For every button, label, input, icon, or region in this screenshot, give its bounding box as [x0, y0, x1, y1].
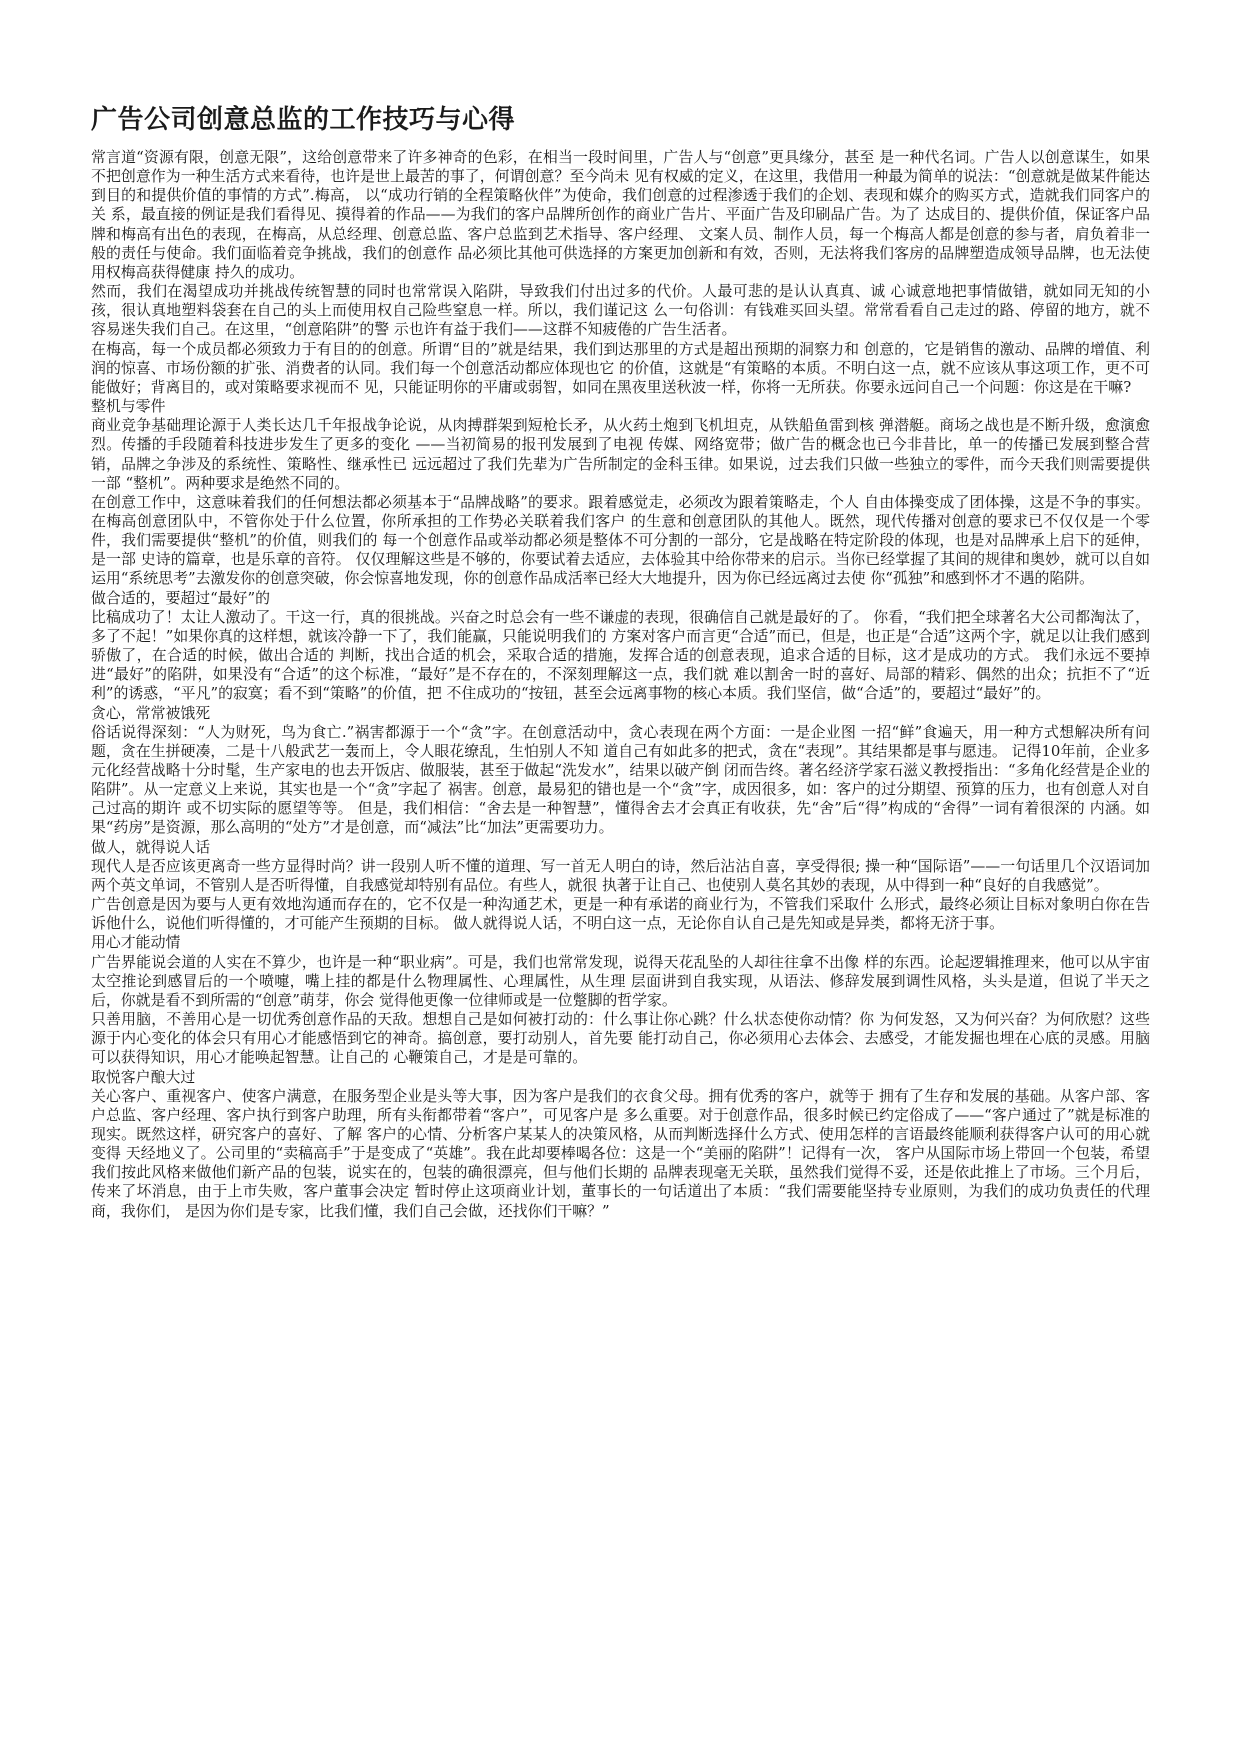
section-heading: 做人，就得说人话 — [91, 837, 211, 856]
body-paragraph: 在梅高，每一个成员都必须致力于有目的的创意。所谓“目的”就是结果，我们到达那里的方式是超出预期的洞察力和 创意的，它是销售的激动、品牌的增值、利润的惊喜、市场份额的扩张、消费者的认同。我们每一个创意活动都应体现也它 的价值，这就是“有策略的本质。不明白这一点，就不应该从事这项工作，更不可能做好；背离目的，或对策略要求视而不 见，只能证明你的平庸或弱智，如同在黑夜里送秋波一样，你将一无所获。你要永远问自己一个问题：你这是在干嘛? — [91, 339, 1150, 396]
body-paragraph: 只善用脑，不善用心是一切优秀创意作品的天敌。想想自己是如何被打动的：什么事让你心跳？什么状态使你动情？你 为何发怒，又为何兴奋？为何欣慰？这些源于内心变化的体会只有用心才能感悟到它的神奇。搞创意，要打动别人，首先要 能打动自己，你必须用心去体会、去感受，才能发掘也埋在心底的灵感。用脑可以获得知识，用心才能唤起智慧。让自己的 心鞭策自己，才是是可靠的。 — [91, 1010, 1150, 1067]
section-heading: 取悦客户酿大过 — [91, 1067, 196, 1086]
body-paragraph: 然而，我们在渴望成功并挑战传统智慧的同时也常常误入陷阱，导致我们付出过多的代价。人最可悲的是认认真真、诚 心诚意地把事情做错，就如同无知的小孩，很认真地塑料袋套在自己的头上而使用权自己险些窒息一样。所以，我们谨记这 么一句俗训：有钱难买回头望。常常看看自己走过的路、停留的地方，就不容易迷失我们自己。在这里，“创意陷阱”的警 示也许有益于我们——这群不知疲倦的广告生活者。 — [91, 282, 1150, 339]
body-paragraph: 现代人是否应该更离奇一些方显得时尚？讲一段别人听不懂的道理、写一首无人明白的诗，然后沾沾自喜，享受得很; 操一种“国际语”——一句话里几个汉语词加两个英文单词，不管别人是否听得懂，自我感觉却特别有品位。有些人，就很 执著于让自己、也使别人莫名其妙的表现，从中得到一种“良好的自我感觉”。 — [91, 856, 1150, 894]
document-title: 广告公司创意总监的工作技巧与心得 — [91, 105, 516, 135]
body-paragraph: 比稿成功了！太让人激动了。干这一行，真的很挑战。兴奋之时总会有一些不谦虚的表现，很确信自己就是最好的了。 你看，“我们把全球著名大公司都淘汰了，多了不起！”如果你真的这样想，就该冷静一下了，我们能赢，只能说明我们的 方案对客户而言更“合适”而已，但是，也正是“合适”这两个字，就足以让我们感到骄傲了，在合适的时候，做出合适的 判断，找出合适的机会，采取合适的措施，发挥合适的创意表现，追求合适的目标，这才是成功的方式。 我们永远不要掉进“最好”的陷阱，如果没有“合适”的这个标准，“最好”是不存在的，不深刻理解这一点，我们就 难以割舍一时的喜好、局部的精彩、偶然的出众；抗拒不了“近利”的诱惑，“平凡”的寂寞；看不到“策略”的价值，把 不住成功的“按钮，甚至会远离事物的核心本质。我们坚信，做“合适”的，要超过“最好”的。 — [91, 607, 1150, 703]
section-heading: 贪心，常常被饿死 — [91, 703, 211, 722]
body-paragraph: 在创意工作中，这意味着我们的任何想法都必须基本于“品牌战略”的要求。跟着感觉走，必须改为跟着策略走，个人 自由体操变成了团体操，这是不争的事实。在梅高创意团队中，不管你处于什么位置，你所承担的工作势必关联着我们客户 的生意和创意团队的其他人。既然，现代传播对创意的要求已不仅仅是一个零件，我们需要提供“整机”的价值，则我们的 每一个创意作品或举动都必须是整体不可分割的一部分，它是战略在特定阶段的体现，也是对品牌承上启下的延伸，是一部 史诗的篇章，也是乐章的音符。 仅仅理解这些是不够的，你要试着去适应，去体验其中给你带来的启示。当你已经掌握了其间的规律和奥妙，就可以自如运用“系统思考”去激发你的创意突破，你会惊喜地发现，你的创意作品成活率已经大大地提升，因为你已经远离过去使 你“孤独”和感到怀才不遇的陷阱。 — [91, 492, 1150, 588]
section-heading: 整机与零件 — [91, 397, 166, 416]
body-paragraph: 广告创意是因为要与人更有效地沟通而存在的，它不仅是一种沟通艺术，更是一种有承诺的商业行为，不管我们采取什 么形式，最终必须让目标对象明白你在告诉他什么，说他们听得懂的，才可能产生预期的目标。 做人就得说人话，不明白这一点，无论你自认自己是先知或是异类，都将无济于事。 — [91, 895, 1150, 933]
body-paragraph: 广告界能说会道的人实在不算少，也许是一种“职业病”。可是，我们也常常发现，说得天花乱坠的人却往往拿不出像 样的东西。论起逻辑推理来，他可以从宇宙太空推论到感冒后的一个喷嚏，嘴上挂的都是什么物理属性、心理属性，从生理 层面讲到自我实现，从语法、修辞发展到调性风格，头头是道，但说了半天之后，你就是看不到所需的“创意”萌芽，你会 觉得他更像一位律师或是一位蹩脚的哲学家。 — [91, 952, 1150, 1009]
section-heading: 做合适的，要超过“最好”的 — [91, 588, 271, 607]
body-paragraph: 关心客户、重视客户、使客户满意，在服务型企业是头等大事，因为客户是我们的衣食父母。拥有优秀的客户，就等于 拥有了生存和发展的基础。从客户部、客户总监、客户经理、客户执行到客户助理，所有头衔都带着“客户”，可见客户是 多么重要。对于创意作品，很多时候已约定俗成了——“客户通过了”就是标准的现实。既然这样，研究客户的喜好、了解 客户的心情、分析客户某某人的决策风格，从而判断选择什么方式、使用怎样的言语最终能顺利获得客户认可的用心就变得 天经地义了。公司里的“卖稿高手”于是变成了“英雄”。我在此却要棒喝各位：这是一个“美丽的陷阱”！记得有一次， 客户从国际市场上带回一个包装，希望我们按此风格来做他们新产品的包装，说实在的，包装的确很漂亮，但与他们长期的 品牌表现毫无关联，虽然我们觉得不妥，还是依此推上了市场。三个月后，传来了坏消息，由于上市失败，客户董事会决定 暂时停止这项商业计划，董事长的一句话道出了本质：“我们需要能坚持专业原则，为我们的成功负责任的代理商，我你们， 是因为你们是专家，比我们懂，我们自己会做，还找你们干嘛？” — [91, 1086, 1150, 1220]
document-body — [91, 148, 1150, 1221]
body-paragraph: 商业竞争基础理论源于人类长达几千年报战争论说，从肉搏群架到短枪长矛，从火药土炮到飞机坦克，从铁船鱼雷到核 弹潜艇。商场之战也是不断升级，愈演愈烈。传播的手段随着科技进步发生了更多的变化 ——当初简易的报刊发展到了电视 传媒、网络宽带；做广告的概念也已今非昔比，单一的传播已发展到整合营销，品牌之争涉及的系统性、策略性、继承性已 远远超过了我们先辈为广告所制定的金科玉律。如果说，过去我们只做一些独立的零件，而今天我们则需要提供一部 “整机”。两种要求是绝然不同的。 — [91, 416, 1150, 492]
body-paragraph: 常言道“资源有限，创意无限”，这给创意带来了许多神奇的色彩，在相当一段时间里，广告人与“创意”更具缘分，甚至 是一种代名词。广告人以创意谋生，如果不把创意作为一种生活方式来看待，也许是世上最苦的事了，何谓创意？至今尚未 见有权威的定义，在这里，我借用一种最为简单的说法：“创意就是做某件能达到目的和提供价值的事情的方式”.梅高， 以“成功行销的全程策略伙伴”为使命，我们创意的过程渗透于我们的企划、表现和媒介的购买方式，造就我们同客户的关 系，最直接的例证是我们看得见、摸得着的作品——为我们的客户品牌所创作的商业广告片、平面广告及印刷品广告。为了 达成目的、提供价值，保证客户品牌和梅高有出色的表现，在梅高，从总经理、创意总监、客户总监到艺术指导、客户经理、 文案人员、制作人员，每一个梅高人都是创意的参与者，肩负着非一般的责任与使命。我们面临着竞争挑战，我们的创意作 品必须比其他可供选择的方案更加创新和有效，否则，无法将我们客房的品牌塑造成领导品牌，也无法使用权梅高获得健康 持久的成功。 — [91, 148, 1150, 281]
section-heading: 用心才能动情 — [91, 933, 181, 952]
body-paragraph: 俗话说得深刻：“人为财死，鸟为食亡.”祸害都源于一个“贪”字。在创意活动中，贪心表现在两个方面：一是企业图 一招“鲜”食遍天，用一种方式想解决所有问题，贪在生拼硬凑，二是十八般武艺一轰而上，令人眼花缭乱，生怕别人不知 道自己有如此多的把式，贪在“表现”。其结果都是事与愿违。 记得10年前，企业多元化经营战略十分时髦，生产家电的也去开饭店、做服装，甚至于做起“洗发水”，结果以破产倒 闭而告终。著名经济学家石滋义教授指出：“多角化经营是企业的陷阱”。从一定意义上来说，其实也是一个“贪”字起了 祸害。创意，最易犯的错也是一个“贪”字，成因很多，如：客户的过分期望、预算的压力，也有创意人对自己过高的期许 或不切实际的愿望等等。 但是，我们相信：“舍去是一种智慧”，懂得舍去才会真正有收获，先“舍”后“得”构成的“舍得”一词有着很深的 内涵。如果“药房”是资源，那么高明的“处方”才是创意，而“减法”比“加法”更需要功力。 — [91, 722, 1150, 837]
